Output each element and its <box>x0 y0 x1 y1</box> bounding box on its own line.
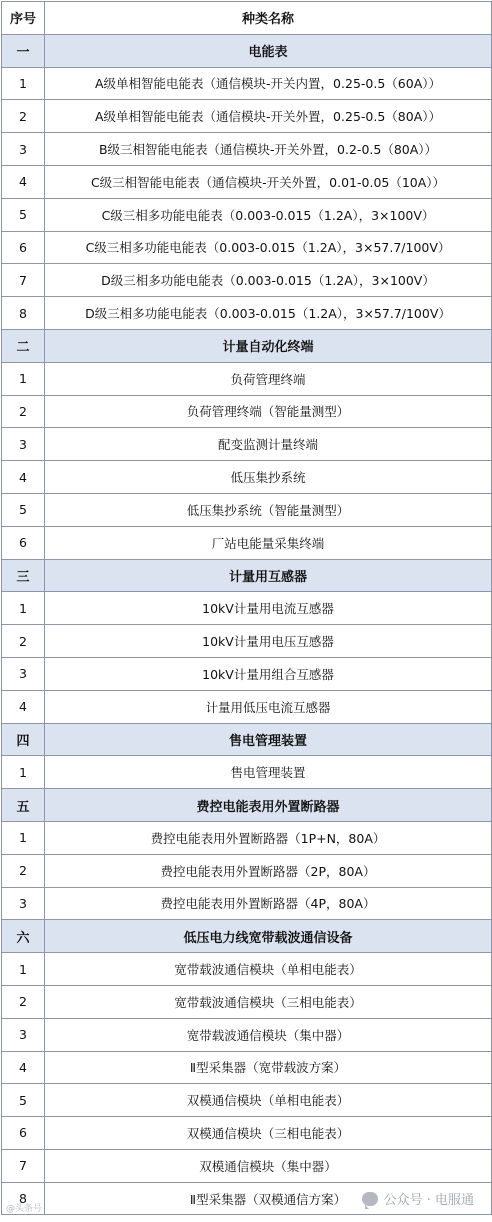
item-name: 双模通信模块（三相电能表） <box>45 1117 492 1150</box>
table-row <box>2 625 492 658</box>
table-row <box>2 362 492 395</box>
item-number: 3 <box>2 1018 45 1051</box>
section-title: 电能表 <box>45 34 492 67</box>
item-number: 3 <box>2 133 45 166</box>
item-number: 8 <box>2 1182 45 1215</box>
item-number: 3 <box>2 657 45 690</box>
item-name: D级三相多功能电能表（0.003-0.015（1.2A），3×57.7/100V） <box>45 297 492 330</box>
table-row <box>2 264 492 297</box>
item-number: 1 <box>2 756 45 789</box>
item-number: 1 <box>2 953 45 986</box>
table-row <box>2 592 492 625</box>
item-name: 双模通信模块（集中器） <box>45 1149 492 1182</box>
item-name: 负荷管理终端（智能量测型） <box>45 395 492 428</box>
item-name: C级三相智能电能表（通信模块-开关外置，0.01-0.05（10A）） <box>45 165 492 198</box>
item-name: 负荷管理终端 <box>45 362 492 395</box>
section-title: 计量自动化终端 <box>45 329 492 362</box>
item-number: 2 <box>2 854 45 887</box>
table-row <box>2 395 492 428</box>
item-number: 2 <box>2 100 45 133</box>
table-row <box>2 821 492 854</box>
item-name: Ⅱ型采集器（宽带载波方案） <box>45 1051 492 1084</box>
item-name: B级三相智能电能表（通信模块-开关外置，0.2-0.5（80A）） <box>45 133 492 166</box>
section-row <box>2 329 492 362</box>
item-name: 10kV计量用电流互感器 <box>45 592 492 625</box>
table-row <box>2 461 492 494</box>
corner-watermark: @头条号 <box>6 1204 43 1214</box>
table-row <box>2 1084 492 1117</box>
item-number: 6 <box>2 526 45 559</box>
section-row <box>2 34 492 67</box>
section-title: 售电管理装置 <box>45 723 492 756</box>
section-number: 二 <box>2 329 45 362</box>
section-number: 四 <box>2 723 45 756</box>
section-row <box>2 559 492 592</box>
table-row <box>2 1117 492 1150</box>
item-number: 3 <box>2 887 45 920</box>
table-row <box>2 100 492 133</box>
item-number: 5 <box>2 493 45 526</box>
table-row <box>2 526 492 559</box>
item-name: 费控电能表用外置断路器（1P+N，80A） <box>45 821 492 854</box>
item-number: 5 <box>2 1084 45 1117</box>
table-header-row <box>2 2 492 35</box>
header-serial: 序号 <box>2 2 45 35</box>
item-number: 1 <box>2 592 45 625</box>
section-number: 五 <box>2 789 45 822</box>
item-number: 2 <box>2 625 45 658</box>
table-row <box>2 953 492 986</box>
header-category-name: 种类名称 <box>45 2 492 35</box>
table-row <box>2 1149 492 1182</box>
catalog-table <box>1 1 492 1215</box>
table-row <box>2 1018 492 1051</box>
table-row <box>2 657 492 690</box>
item-name: A级单相智能电能表（通信模块-开关外置，0.25-0.5（80A）） <box>45 100 492 133</box>
table-row <box>2 133 492 166</box>
item-number: 4 <box>2 1051 45 1084</box>
item-number: 5 <box>2 198 45 231</box>
table-row <box>2 1051 492 1084</box>
item-number: 7 <box>2 1149 45 1182</box>
item-name: 宽带载波通信模块（集中器） <box>45 1018 492 1051</box>
item-name: 计量用低压电流互感器 <box>45 690 492 723</box>
section-title: 计量用互感器 <box>45 559 492 592</box>
item-name: 双模通信模块（单相电能表） <box>45 1084 492 1117</box>
item-number: 1 <box>2 67 45 100</box>
item-name: 低压集抄系统（智能量测型） <box>45 493 492 526</box>
table-row <box>2 854 492 887</box>
table-row <box>2 67 492 100</box>
item-name: C级三相多功能电能表（0.003-0.015（1.2A），3×100V） <box>45 198 492 231</box>
item-name: 宽带载波通信模块（单相电能表） <box>45 953 492 986</box>
watermark-text: 公众号 · 电服通 <box>383 1193 474 1208</box>
section-number: 六 <box>2 920 45 953</box>
section-row <box>2 723 492 756</box>
table-row <box>2 428 492 461</box>
section-title: 低压电力线宽带载波通信设备 <box>45 920 492 953</box>
item-name: 厂站电能量采集终端 <box>45 526 492 559</box>
item-name: 宽带载波通信模块（三相电能表） <box>45 985 492 1018</box>
item-number: 8 <box>2 297 45 330</box>
table-body <box>2 34 492 1215</box>
table-row <box>2 756 492 789</box>
section-number: 三 <box>2 559 45 592</box>
item-number: 4 <box>2 461 45 494</box>
table-row <box>2 165 492 198</box>
item-name: 10kV计量用组合互感器 <box>45 657 492 690</box>
table-row <box>2 985 492 1018</box>
table-row <box>2 198 492 231</box>
section-number: 一 <box>2 34 45 67</box>
table-row <box>2 690 492 723</box>
section-row <box>2 920 492 953</box>
item-number: 3 <box>2 428 45 461</box>
section-row <box>2 789 492 822</box>
item-number: 6 <box>2 1117 45 1150</box>
item-number: 1 <box>2 362 45 395</box>
item-number: 7 <box>2 264 45 297</box>
item-number: 6 <box>2 231 45 264</box>
item-name: A级单相智能电能表（通信模块-开关内置，0.25-0.5（60A）） <box>45 67 492 100</box>
item-number: 1 <box>2 821 45 854</box>
wechat-icon <box>362 1192 378 1206</box>
item-number: 2 <box>2 395 45 428</box>
item-name: 费控电能表用外置断路器（2P，80A） <box>45 854 492 887</box>
item-number: 4 <box>2 165 45 198</box>
section-title: 费控电能表用外置断路器 <box>45 789 492 822</box>
item-name: 10kV计量用电压互感器 <box>45 625 492 658</box>
item-name: 售电管理装置 <box>45 756 492 789</box>
table-row <box>2 231 492 264</box>
item-number: 2 <box>2 985 45 1018</box>
table-row <box>2 887 492 920</box>
item-name: 配变监测计量终端 <box>45 428 492 461</box>
item-number: 4 <box>2 690 45 723</box>
item-name: 低压集抄系统 <box>45 461 492 494</box>
item-name: D级三相多功能电能表（0.003-0.015（1.2A），3×100V） <box>45 264 492 297</box>
table-row <box>2 297 492 330</box>
item-name: Ⅱ型采集器（双模通信方案） <box>45 1182 492 1215</box>
table-row <box>2 493 492 526</box>
item-name: C级三相多功能电能表（0.003-0.015（1.2A），3×57.7/100V） <box>45 231 492 264</box>
item-name: 费控电能表用外置断路器（4P，80A） <box>45 887 492 920</box>
account-watermark <box>362 1189 474 1208</box>
